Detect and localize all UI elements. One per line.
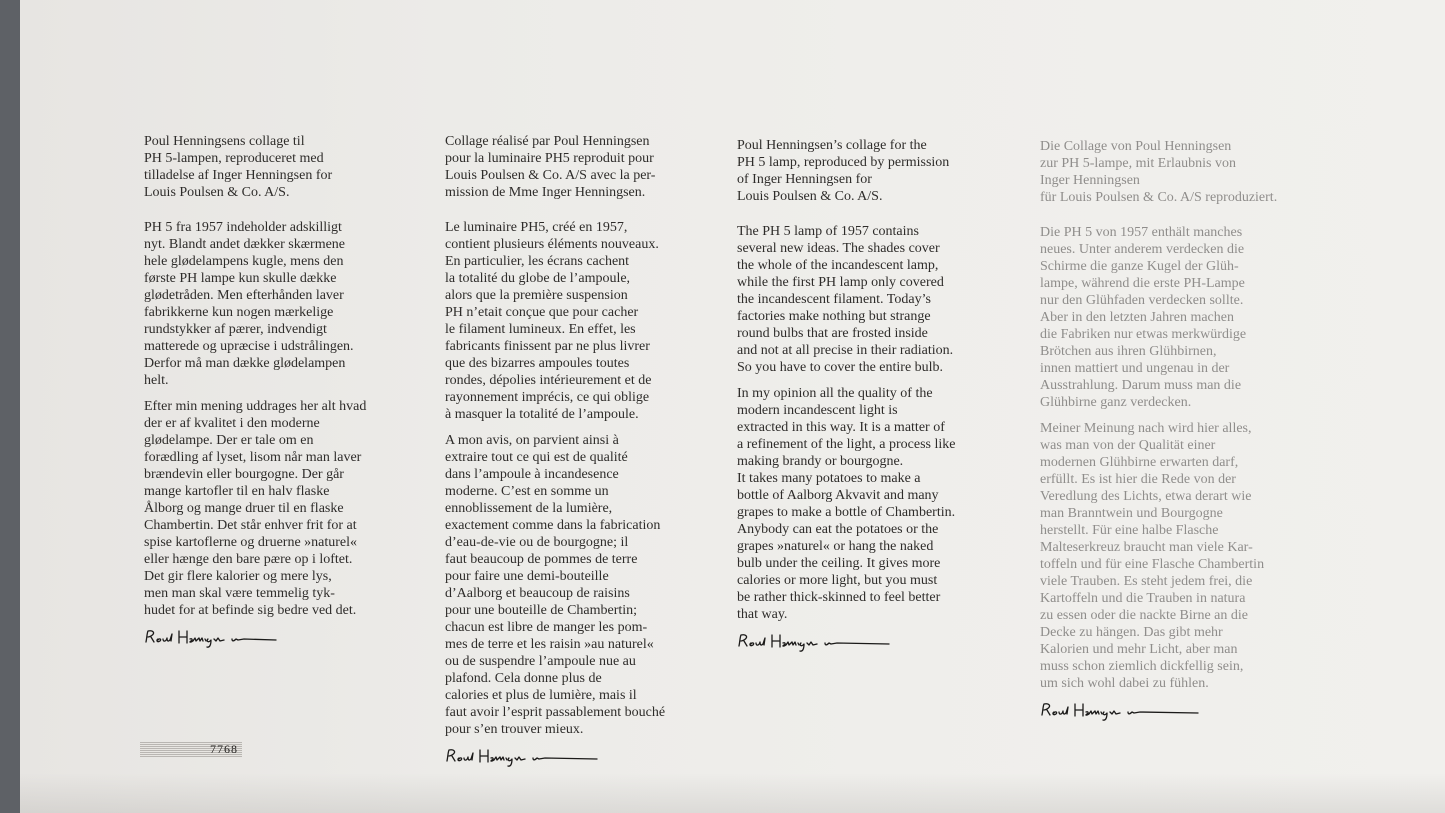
column-danish [144, 133, 414, 650]
signature [445, 747, 605, 769]
print-sheet [20, 0, 1445, 813]
paragraph: A mon avis, on parvient ainsi à extraire tout ce qui est de qualité dans l’ampoule à incandesence moderne. C’est en somme un ennoblissement de la lumière, exactement comme dans la fabrication d’eau-de-vie ou de bourgogne; il faut beaucoup de pommes de terre pour faire une demi-bouteille d’Aalborg et beaucoup de raisins pour une bouteille de Chambertin; chacun est libre de manger les pom- mes de terre et les raisin »au naturel« ou de suspendre l’ampoule nue au plafond. Cela donne plus de calories et plus de lumière, mais il faut avoir l’esprit passablement bouché pour s’en trouver mieux. [445, 433, 666, 737]
intro-text: Poul Henningsen’s collage for the PH 5 lamp, reproduced by permission of Inger Henningsen for Louis Poulsen & Co. A/S. [737, 138, 950, 204]
intro-text: Collage réalisé par Poul Henningsen pour la luminaire PH5 reproduit pour Louis Poulsen & Co. A/S avec la per- mission de Mme Inger Henningsen. [445, 134, 656, 200]
column-german [1040, 138, 1330, 723]
edition-number-stamp [140, 742, 242, 757]
paper-shadow [20, 773, 1445, 813]
paragraph: Le luminaire PH5, créé en 1957, contient plusieurs éléments nouveaux. En particulier, les écrans cachent la totalité du globe de l’ampoule, alors que la première suspension PH n’etait conçue que pour cacher le filament lumineux. En effet, les fabricants finissent par ne plus livrer que des bizarres ampoules toutes rondes, dépolies intérieurement et de rayonnement imprécis, ce qui oblige à masquer la totalité de l’ampoule. [445, 220, 659, 422]
paragraph: Die PH 5 von 1957 enthält manches neues. Unter anderem verdecken die Schirme die ganze Kugel der Glüh- lampe, während die erste PH-Lampe nur den Glühfaden verdecken sollte. Aber in den letzten Jahren machen die Fabriken nur etwas merkwürdige Brötchen aus ihren Glühbirnen, innen mattiert und ungenau in der Ausstrahlung. Darum muss man die Glühbirne ganz verdecken. [1040, 225, 1247, 410]
column-french [445, 133, 725, 769]
paragraph: Efter min mening uddrages her alt hvad der er af kvalitet i den moderne glødelampe. Der er tale om en forædling af lyset, lisom når man laver brændevin eller bourgogne. Der går mange kartofler til en halv flaske Ålborg og mange druer til en flaske Chambertin. Det står enhver frit for at spise kartoflerne og druerne »naturel« eller hænge den bare pære op i loftet. Det gir flere kalorier og mere lys, men man skal være temmelig tyk- hudet for at befinde sig bedre ved det. [144, 399, 367, 618]
signature [737, 632, 897, 654]
intro-text: Die Collage von Poul Henningsen zur PH 5-lampe, mit Erlaubnis von Inger Henningsen für Louis Poulsen & Co. A/S reproduziert. [1040, 139, 1278, 205]
edition-number: 7768 [210, 742, 238, 756]
paragraph: The PH 5 lamp of 1957 contains several new ideas. The shades cover the whole of the incandescent lamp, while the first PH lamp only covered the incandescent filament. Today’s factories make nothing but strange round bulbs that are frosted inside and not at all precise in their radiation. So you have to cover the entire bulb. [737, 224, 954, 375]
signature [1040, 701, 1210, 723]
paragraph: In my opinion all the quality of the modern incandescent light is extracted in this way. It is a matter of a refinement of the light, a process like making brandy or bourgogne. It takes many potatoes to make a bottle of Aalborg Akvavit and many grapes to make a bottle of Chambertin. Anybody can eat the potatoes or the grapes »naturel« or hang the naked bulb under the ceiling. It gives more calories or more light, but you must be rather thick-skinned to feel better that way. [737, 386, 956, 622]
column-english [737, 137, 1017, 654]
paragraph: PH 5 fra 1957 indeholder adskilligt nyt. Blandt andet dækker skærmene hele glødelampens kugle, mens den første PH lampe kun skulle dække glødetråden. Men efterhånden laver fabrikkerne kun nogen mærkelige rundstykker af pærer, indvendigt matterede og upræcise i udstrålingen. Derfor må man dække glødelampen helt. [144, 220, 354, 388]
signature [144, 628, 304, 650]
intro-text: Poul Henningsens collage til PH 5-lampen, reproduceret med tilladelse af Inger Henningsen for Louis Poulsen & Co. A/S. [144, 134, 333, 200]
paragraph: Meiner Meinung nach wird hier alles, was man von der Qualität einer modernen Glühbirne erwarten darf, erfüllt. Es ist hier die Rede von der Veredlung des Lichts, etwa derart wie man Branntwein und Bourgogne herstellt. Für eine halbe Flasche Malteserkreuz braucht man viele Kar- toffeln und für eine Flasche Chambertin viele Trauben. Es steht jedem frei, die Kartoffeln und die Trauben in natura zu essen oder die nackte Birne an die Decke zu hängen. Das gibt mehr Kalorien und mehr Licht, aber man muss schon ziemlich dickfellig sein, um sich wohl dabei zu fühlen. [1040, 421, 1265, 691]
